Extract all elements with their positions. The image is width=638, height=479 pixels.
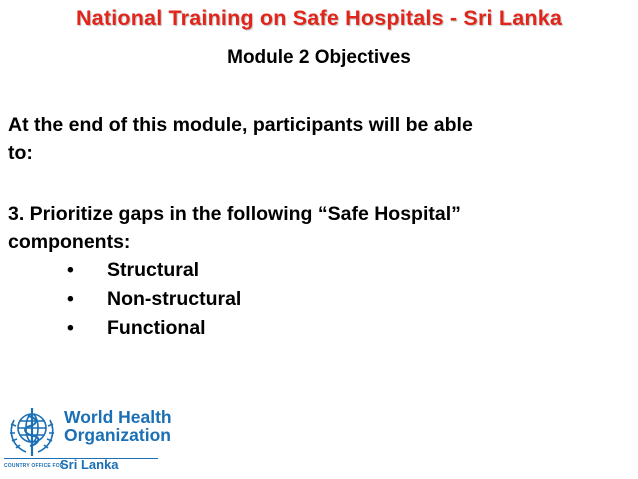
- country-name: Sri Lanka: [60, 457, 119, 472]
- country-office-prefix: COUNTRY OFFICE FOR: [4, 463, 64, 469]
- who-name-line-2: Organization: [64, 425, 171, 445]
- objective-line-1: 3. Prioritize gaps in the following “Safe Hospital”: [8, 203, 461, 225]
- intro-line-1: At the end of this module, participants will be able: [8, 114, 473, 136]
- bullet-icon: •: [67, 259, 74, 281]
- list-item: [67, 314, 241, 343]
- list-item-label: Structural: [107, 259, 200, 281]
- list-item: [67, 256, 241, 285]
- who-name-line-1: World Health: [64, 407, 172, 427]
- who-name: [64, 408, 172, 444]
- list-item-label: Functional: [107, 317, 206, 339]
- who-emblem-icon: [4, 404, 60, 460]
- intro-line-2: to:: [8, 142, 33, 164]
- module-heading: Module 2 Objectives: [227, 47, 411, 68]
- title-bar: [0, 0, 638, 40]
- objective-line-2: components:: [8, 231, 131, 253]
- component-list: [67, 256, 241, 343]
- list-item-label: Non-structural: [107, 288, 242, 310]
- slide-title: National Training on Safe Hospitals - Sri Lanka: [75, 6, 563, 30]
- intro-text: [8, 111, 628, 167]
- who-logo: [4, 402, 172, 474]
- list-item: [67, 285, 241, 314]
- bullet-icon: •: [67, 317, 74, 339]
- bullet-icon: •: [67, 288, 74, 310]
- objective-text: [8, 200, 628, 256]
